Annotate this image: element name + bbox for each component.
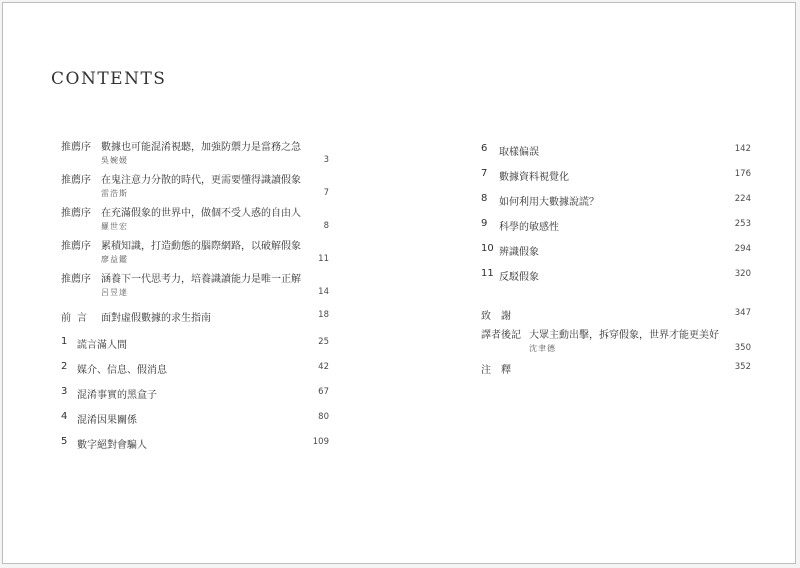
foreword-entry[interactable] [61,309,329,336]
notes-label: 注釋 [481,365,521,376]
chapter-title: 混淆因果關係 [77,415,137,426]
preface-label: 推薦序 [61,241,91,252]
chapter-number: 5 [61,436,68,447]
chapter-number: 1 [61,336,68,347]
preface-title: 在充滿假象的世界中，做個不受人惑的自由人 [101,208,301,219]
foreword-title: 面對虛假數據的求生指南 [101,313,211,324]
preface-label: 推薦序 [61,142,91,153]
translator-name: 沈聿德 [529,344,556,353]
preface-author: 羅世宏 [101,222,128,231]
chapter-number: 11 [481,268,494,279]
translator-afterword-label: 譯者後記 [481,330,521,341]
chapter-number: 7 [481,168,488,179]
acknowledgements-label: 致謝 [481,311,521,322]
foreword-label: 前言 [61,313,93,324]
translator-afterword-title: 大眾主動出擊，拆穿假象，世界才能更美好 [529,330,719,341]
page-number: 253 [734,219,751,229]
chapter-title: 數字絕對會騙人 [77,440,147,451]
chapter-number: 8 [481,193,488,204]
chapter-entry[interactable] [61,336,329,361]
page-number: 3 [323,155,329,165]
chapter-title: 取樣偏誤 [499,147,539,158]
page-number: 18 [318,310,329,320]
preface-author: 廖益鑑 [101,255,128,264]
chapter-title: 謊言滿人間 [77,340,127,351]
page-number: 350 [734,343,751,353]
chapter-number: 6 [481,143,488,154]
chapter-entry[interactable] [481,218,751,243]
preface-entry[interactable] [61,204,329,237]
chapter-entry[interactable] [481,268,751,293]
chapter-entry[interactable] [61,411,329,436]
preface-author: 呂昱達 [101,288,128,297]
chapter-title: 反駁假象 [499,272,539,283]
preface-title: 累積知識，打造動態的腦際網路，以破解假象 [101,241,301,252]
chapter-entry[interactable] [481,168,751,193]
page-number: 8 [323,221,329,231]
page-number: 347 [734,308,751,318]
chapter-number: 10 [481,243,494,254]
page-number: 80 [318,412,329,422]
chapter-number: 4 [61,411,68,422]
page-number: 109 [312,437,329,447]
contents-heading: CONTENTS [51,69,167,89]
page-number: 224 [734,194,751,204]
back-matter [481,307,751,380]
preface-entry[interactable] [61,270,329,303]
page-number: 352 [734,362,751,372]
preface-entry[interactable] [61,171,329,204]
toc-left-column [61,138,329,461]
chapter-entry[interactable] [61,436,329,461]
chapter-title: 數據資料視覺化 [499,172,569,183]
toc-right-column [481,143,751,380]
preface-title: 在鬼注意力分散的時代，更需要懂得識讀假象 [101,175,301,186]
chapter-number: 2 [61,361,68,372]
page-number: 14 [318,287,329,297]
chapter-number: 9 [481,218,488,229]
preface-author: 吳婉媛 [101,156,128,165]
page-number: 25 [318,337,329,347]
chapter-title: 科學的敏感性 [499,222,559,233]
page-number: 294 [734,244,751,254]
preface-title: 數據也可能混淆視聽，加強防禦力是當務之急 [101,142,301,153]
chapter-title: 辨識假象 [499,247,539,258]
preface-entry[interactable] [61,138,329,171]
chapter-entry[interactable] [61,386,329,411]
page-number: 42 [318,362,329,372]
page-number: 67 [318,387,329,397]
chapter-title: 混淆事實的黑盒子 [77,390,157,401]
preface-author: 雷浩斯 [101,189,128,198]
preface-label: 推薦序 [61,175,91,186]
page-number: 7 [323,188,329,198]
preface-label: 推薦序 [61,274,91,285]
chapter-title: 如何利用大數據說謊？ [499,197,599,208]
chapter-entry[interactable] [481,193,751,218]
chapter-entry[interactable] [481,243,751,268]
chapter-title: 媒介、信息、假消息 [77,365,167,376]
chapter-entry[interactable] [481,143,751,168]
preface-entry[interactable] [61,237,329,270]
page-number: 176 [734,169,751,179]
acknowledgements-entry[interactable] [481,307,751,326]
page-number: 320 [734,269,751,279]
translator-afterword-entry[interactable] [481,326,751,361]
notes-entry[interactable] [481,361,751,380]
book-page [2,2,796,564]
chapter-number: 3 [61,386,68,397]
page-number: 11 [318,254,329,264]
page-number: 142 [734,144,751,154]
chapter-entry[interactable] [61,361,329,386]
preface-label: 推薦序 [61,208,91,219]
preface-title: 涵養下一代思考力，培養識讀能力是唯一正解 [101,274,301,285]
